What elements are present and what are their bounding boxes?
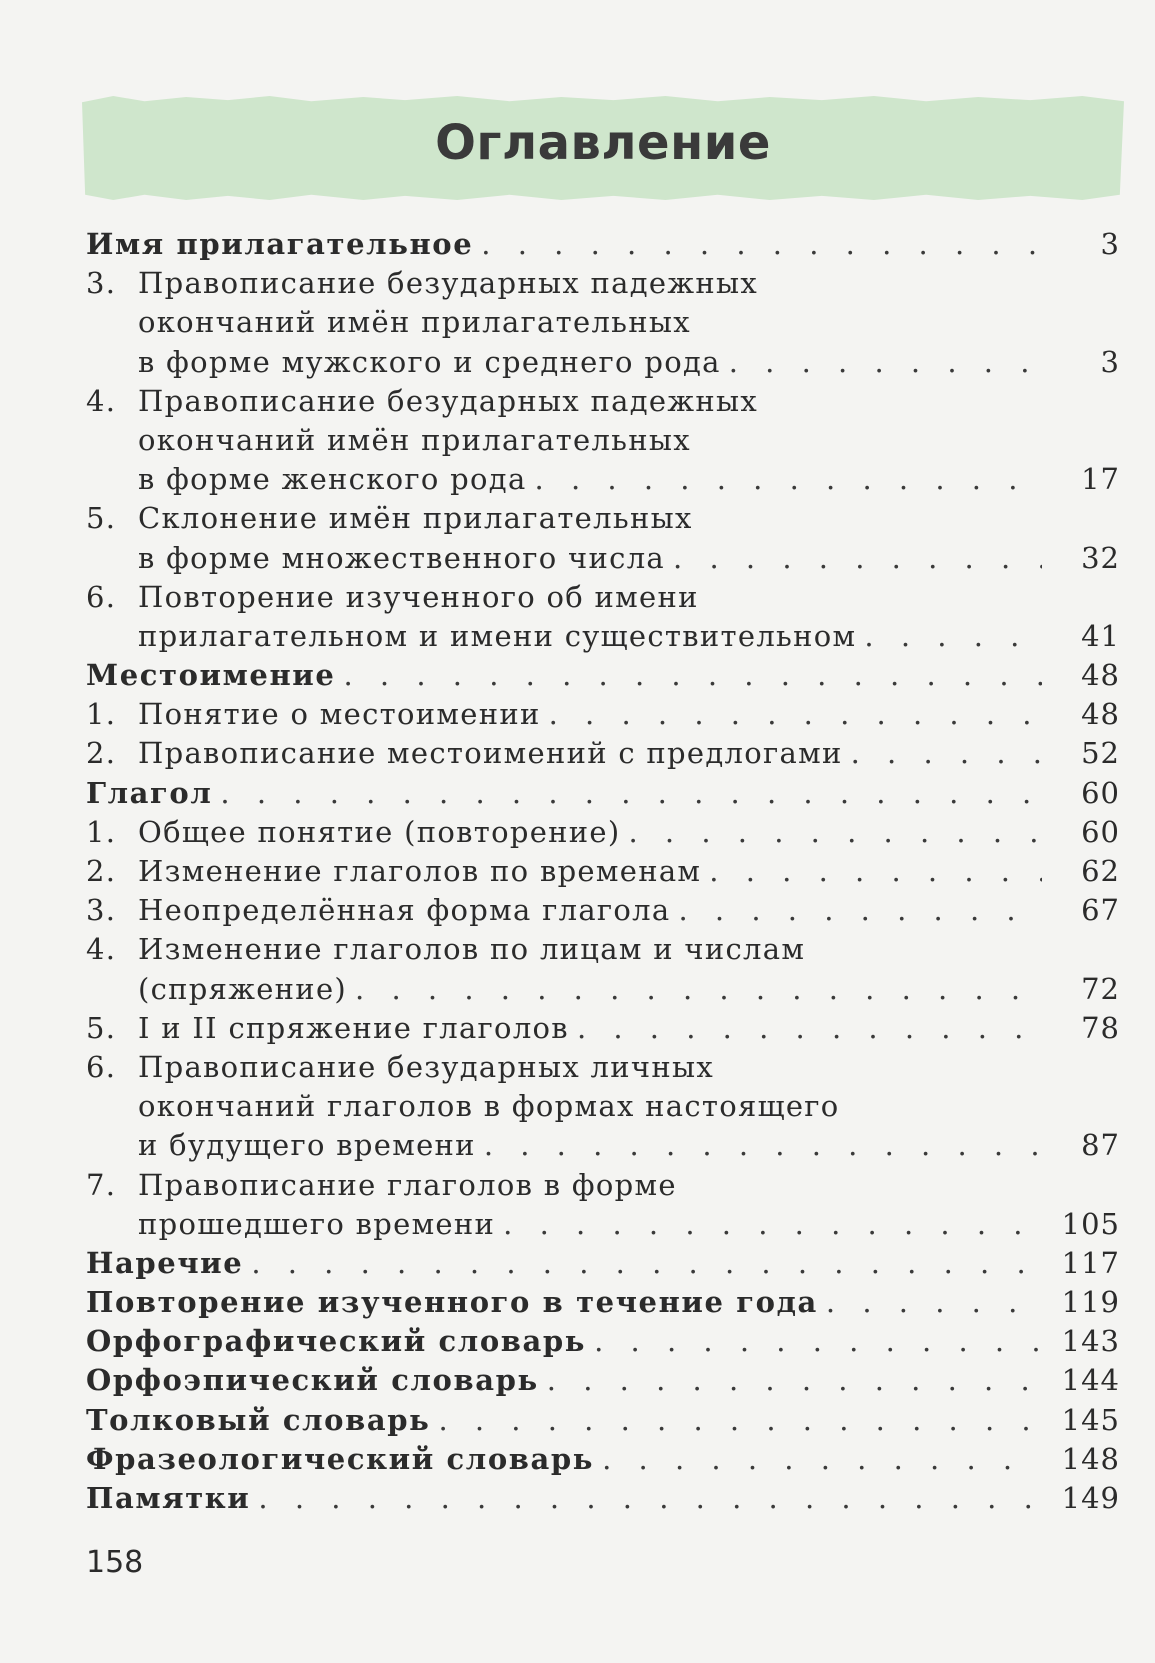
toc-entry-number: 1. bbox=[86, 697, 117, 732]
toc-entry-title: Понятие о местоимении bbox=[138, 697, 541, 732]
toc-entry-number: 5. bbox=[86, 1010, 117, 1045]
toc-section-title: Местоимение bbox=[86, 658, 336, 693]
toc-section-line bbox=[86, 774, 1120, 813]
toc-entry-line bbox=[86, 617, 1120, 656]
toc-page-number: 148 bbox=[1061, 1441, 1120, 1476]
toc-entry-title: в форме множественного числа bbox=[138, 540, 666, 575]
toc-page-number: 62 bbox=[1081, 854, 1120, 888]
toc-entry-title: Изменение глаголов по лицам и числам bbox=[138, 932, 806, 967]
toc-section-title: Орфоэпический словарь bbox=[86, 1363, 539, 1398]
toc-entry-line bbox=[86, 421, 1120, 460]
toc-entry-title: в форме женского рода bbox=[138, 462, 527, 497]
toc-entry-line bbox=[86, 382, 1120, 421]
dot-leader bbox=[577, 1009, 1042, 1048]
dot-leader bbox=[729, 343, 1042, 382]
toc-entry-line bbox=[86, 264, 1120, 303]
dot-leader bbox=[547, 1361, 1042, 1400]
dot-leader bbox=[484, 1126, 1042, 1165]
toc-section-title: Повторение изученного в течение года bbox=[86, 1285, 818, 1320]
toc-page-number: 87 bbox=[1081, 1128, 1120, 1163]
toc-section-line bbox=[86, 1440, 1120, 1479]
toc-section-title: Глагол bbox=[86, 775, 213, 810]
toc-page-number: 105 bbox=[1061, 1206, 1120, 1241]
dot-leader bbox=[258, 1479, 1042, 1518]
toc-entry-title: Изменение глаголов по временам bbox=[138, 854, 702, 888]
toc-entry-number: 2. bbox=[86, 736, 117, 771]
toc-section-line bbox=[86, 1401, 1120, 1440]
toc-page-number: 17 bbox=[1081, 462, 1120, 497]
toc-entry-line bbox=[86, 1087, 1120, 1126]
toc-page-number: 48 bbox=[1081, 697, 1120, 732]
toc-page-number: 48 bbox=[1081, 658, 1120, 693]
toc-page-number: 41 bbox=[1081, 618, 1120, 653]
table-of-contents bbox=[86, 225, 1120, 1518]
dot-leader bbox=[535, 460, 1042, 499]
toc-entry-line bbox=[86, 499, 1120, 538]
dot-leader bbox=[438, 1401, 1042, 1440]
toc-section-line bbox=[86, 1244, 1120, 1283]
toc-entry-line bbox=[86, 930, 1120, 969]
dot-leader bbox=[503, 1205, 1042, 1244]
toc-section-line bbox=[86, 656, 1120, 695]
toc-entry-title: окончаний имён прилагательных bbox=[138, 305, 691, 340]
toc-entry-line bbox=[86, 695, 1120, 734]
toc-entry-number: 4. bbox=[86, 932, 117, 967]
toc-entry-number: 4. bbox=[86, 383, 117, 418]
toc-section-title: Памятки bbox=[86, 1481, 251, 1515]
toc-entry-number: 1. bbox=[86, 814, 117, 849]
toc-entry-title: Склонение имён прилагательных bbox=[138, 501, 693, 536]
dot-leader bbox=[220, 774, 1042, 813]
page-number: 158 bbox=[86, 1545, 144, 1580]
toc-entry-number: 2. bbox=[86, 854, 117, 888]
toc-section-line bbox=[86, 1283, 1120, 1322]
toc-entry-line bbox=[86, 970, 1120, 1009]
toc-entry-title: Правописание глаголов в форме bbox=[138, 1167, 677, 1202]
toc-section-title: Толковый словарь bbox=[86, 1402, 431, 1437]
toc-section-title: Имя прилагательное bbox=[86, 227, 474, 261]
toc-entry-line bbox=[86, 1166, 1120, 1205]
dot-leader bbox=[826, 1283, 1042, 1322]
dot-leader bbox=[629, 813, 1043, 852]
toc-section-title: Наречие bbox=[86, 1245, 244, 1280]
toc-page-number: 72 bbox=[1081, 971, 1120, 1006]
dot-leader bbox=[355, 970, 1042, 1009]
toc-entry-title: в форме мужского и среднего рода bbox=[138, 344, 721, 379]
toc-entry-title: Общее понятие (повторение) bbox=[138, 814, 621, 849]
toc-page-number: 32 bbox=[1081, 540, 1120, 575]
toc-entry-line bbox=[86, 1205, 1120, 1244]
toc-section-title: Фразеологический словарь bbox=[86, 1441, 595, 1476]
toc-entry-title: прошедшего времени bbox=[138, 1206, 496, 1241]
toc-entry-line bbox=[86, 1009, 1120, 1048]
toc-entry-title: прилагательном и имени существительном bbox=[138, 618, 857, 653]
toc-entry-title: Правописание безударных личных bbox=[138, 1049, 715, 1084]
toc-entry-line bbox=[86, 734, 1120, 773]
dot-leader bbox=[549, 695, 1042, 734]
toc-entry-number: 3. bbox=[86, 893, 117, 928]
toc-page-number: 3 bbox=[1100, 227, 1120, 261]
toc-entry-number: 7. bbox=[86, 1167, 117, 1202]
toc-entry-line bbox=[86, 1126, 1120, 1165]
toc-entry-number: 6. bbox=[86, 579, 117, 614]
dot-leader bbox=[594, 1322, 1042, 1361]
toc-entry-line bbox=[86, 813, 1120, 852]
toc-entry-title: Повторение изученного об имени bbox=[138, 579, 699, 614]
toc-entry-line bbox=[86, 578, 1120, 617]
dot-leader bbox=[602, 1440, 1042, 1479]
toc-page-number: 149 bbox=[1061, 1481, 1120, 1515]
page-title: Оглавление bbox=[435, 115, 771, 171]
toc-entry-number: 5. bbox=[86, 501, 117, 536]
toc-page-number: 52 bbox=[1081, 736, 1120, 771]
toc-page-number: 60 bbox=[1081, 814, 1120, 849]
toc-section-line bbox=[86, 1322, 1120, 1361]
toc-entry-line bbox=[86, 343, 1120, 382]
dot-leader bbox=[251, 1244, 1042, 1283]
toc-entry-line bbox=[86, 303, 1120, 342]
toc-page-number: 67 bbox=[1081, 893, 1120, 928]
toc-entry-title: Неопределённая форма глагола bbox=[138, 893, 671, 928]
dot-leader bbox=[481, 225, 1042, 264]
toc-section-line bbox=[86, 225, 1120, 264]
toc-page-number: 143 bbox=[1061, 1324, 1120, 1359]
toc-page-number: 3 bbox=[1100, 344, 1120, 379]
toc-page-number: 60 bbox=[1081, 775, 1120, 810]
toc-entry-title: (спряжение) bbox=[138, 971, 348, 1006]
dot-leader bbox=[864, 617, 1042, 656]
toc-section-title: Орфографический словарь bbox=[86, 1324, 587, 1359]
dot-leader bbox=[851, 734, 1042, 773]
toc-entry-line bbox=[86, 460, 1120, 499]
toc-section-line bbox=[86, 1361, 1120, 1400]
toc-entry-line bbox=[86, 1048, 1120, 1087]
toc-page-number: 145 bbox=[1061, 1402, 1120, 1437]
dot-leader bbox=[679, 891, 1043, 930]
toc-entry-number: 3. bbox=[86, 266, 117, 301]
toc-page-number: 144 bbox=[1061, 1363, 1120, 1398]
toc-entry-title: Правописание местоимений с предлогами bbox=[138, 736, 843, 771]
toc-section-line bbox=[86, 1479, 1120, 1518]
toc-entry-number: 6. bbox=[86, 1049, 117, 1084]
toc-entry-title: окончаний глаголов в формах настоящего bbox=[138, 1089, 840, 1124]
toc-entry-title: Правописание безударных падежных bbox=[138, 266, 759, 301]
toc-entry-line bbox=[86, 539, 1120, 578]
toc-entry-title: и будущего времени bbox=[138, 1128, 476, 1163]
dot-leader bbox=[343, 656, 1042, 695]
toc-entry-line bbox=[86, 852, 1120, 891]
toc-entry-title: I и II спряжение глаголов bbox=[138, 1010, 569, 1045]
toc-page-number: 78 bbox=[1081, 1010, 1120, 1045]
dot-leader bbox=[709, 852, 1042, 891]
dot-leader bbox=[673, 539, 1042, 578]
toc-page-number: 119 bbox=[1061, 1285, 1120, 1320]
toc-page-number: 117 bbox=[1061, 1245, 1120, 1280]
toc-entry-title: Правописание безударных падежных bbox=[138, 383, 759, 418]
toc-entry-title: окончаний имён прилагательных bbox=[138, 422, 691, 457]
toc-entry-line bbox=[86, 891, 1120, 930]
